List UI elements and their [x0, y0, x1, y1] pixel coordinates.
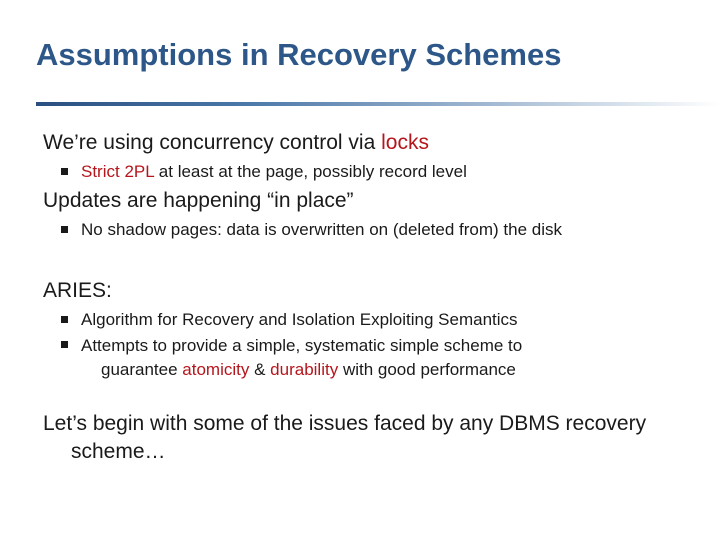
square-bullet-icon	[61, 341, 68, 348]
goal-text-after: with good performance	[338, 360, 516, 379]
bullet-concurrency-text: We’re using concurrency control via	[43, 131, 382, 154]
bullet-closing-text: Let’s begin with some of the issues faced by any DBMS recovery scheme…	[43, 412, 647, 463]
highlight-durability: durability	[270, 360, 339, 379]
goal-text-before: guarantee	[101, 360, 183, 379]
highlight-atomicity: atomicity	[182, 360, 250, 379]
square-bullet-icon	[61, 226, 68, 233]
sub-bullet-aries-goal-line1: Attempts to provide a simple, systematic simple scheme to	[81, 336, 523, 355]
sub-bullet-aries-goal	[81, 334, 681, 382]
bullet-closing	[43, 410, 691, 466]
sub-bullet-aries-definition-text: Algorithm for Recovery and Isolation Exploiting Semantics	[81, 310, 518, 329]
sub-bullet-aries-definition	[81, 310, 518, 330]
bullet-concurrency-highlight: locks	[381, 131, 429, 154]
bullet-updates-text: Updates are happening “in place”	[43, 189, 354, 212]
sub-bullet-strict-2pl-highlight: Strict 2PL	[81, 162, 155, 181]
sub-bullet-strict-2pl	[81, 162, 467, 182]
sub-bullet-shadow-pages	[81, 220, 562, 240]
slide-title: Assumptions in Recovery Schemes	[36, 37, 562, 72]
sub-bullet-strict-2pl-text: at least at the page, possibly record level	[154, 162, 467, 181]
bullet-aries-text: ARIES:	[43, 279, 112, 302]
sub-bullet-shadow-pages-text: No shadow pages: data is overwritten on (deleted from) the disk	[81, 220, 562, 239]
square-bullet-icon	[61, 316, 68, 323]
square-bullet-icon	[61, 168, 68, 175]
goal-ampersand: &	[249, 360, 271, 379]
bullet-aries	[43, 278, 112, 304]
sub-bullet-aries-goal-line2	[81, 358, 681, 382]
bullet-concurrency	[43, 130, 429, 156]
bullet-updates	[43, 188, 354, 214]
